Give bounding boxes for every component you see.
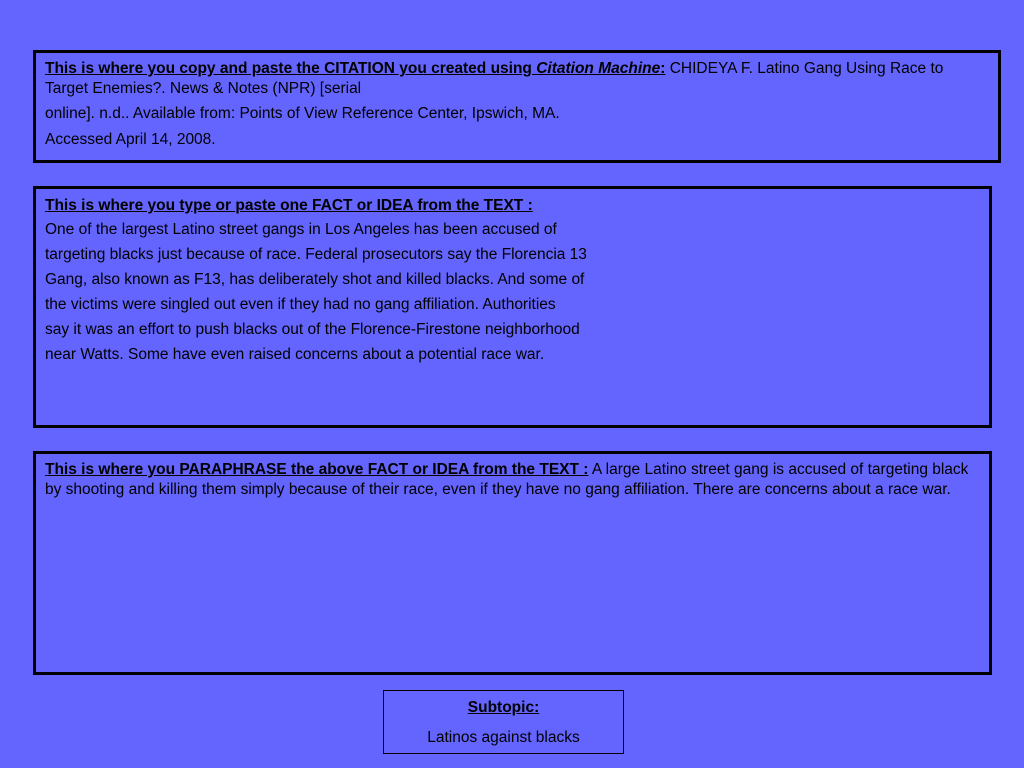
subtopic-box bbox=[383, 690, 624, 754]
paraphrase-box bbox=[33, 451, 992, 675]
fact-line: say it was an effort to push blacks out of the Florence-Firestone neighborhood bbox=[45, 321, 580, 338]
citation-heading bbox=[45, 60, 665, 77]
citation-text-line2: online]. n.d.. Available from: Points of View Reference Center, Ipswich, MA. bbox=[45, 105, 560, 122]
citation-first-line bbox=[45, 59, 989, 99]
citation-box bbox=[33, 50, 1001, 163]
paraphrase-heading: This is where you PARAPHRASE the above FACT or IDEA from the TEXT : bbox=[45, 461, 589, 478]
citation-text-line3: Accessed April 14, 2008. bbox=[45, 131, 216, 148]
citation-heading-colon: : bbox=[660, 60, 666, 77]
citation-heading-main: This is where you copy and paste the CITATION you created using bbox=[45, 60, 537, 77]
fact-line: the victims were singled out even if they had no gang affiliation. Authorities bbox=[45, 296, 556, 313]
fact-line: targeting blacks just because of race. Federal prosecutors say the Florencia 13 bbox=[45, 246, 587, 263]
fact-line: near Watts. Some have even raised concerns about a potential race war. bbox=[45, 346, 545, 363]
citation-text-line1: CHIDEYA F. Latino Gang Using Race to Target Enemies?. News & Notes (NPR) [serial bbox=[45, 60, 944, 97]
paraphrase-text: A large Latino street gang is accused of targeting black by shooting and killing them simply because of their race, even if they have no gang affiliation. There are concerns about a race war. bbox=[45, 461, 969, 498]
fact-line: Gang, also known as F13, has deliberately shot and killed blacks. And some of bbox=[45, 271, 585, 288]
subtopic-value: Latinos against blacks bbox=[427, 729, 580, 746]
citation-heading-italic: Citation Machine bbox=[536, 60, 661, 77]
fact-line: One of the largest Latino street gangs in Los Angeles has been accused of bbox=[45, 221, 557, 238]
subtopic-heading: Subtopic: bbox=[467, 699, 540, 716]
fact-box bbox=[33, 186, 992, 428]
fact-heading: This is where you type or paste one FACT or IDEA from the TEXT : bbox=[45, 197, 533, 214]
